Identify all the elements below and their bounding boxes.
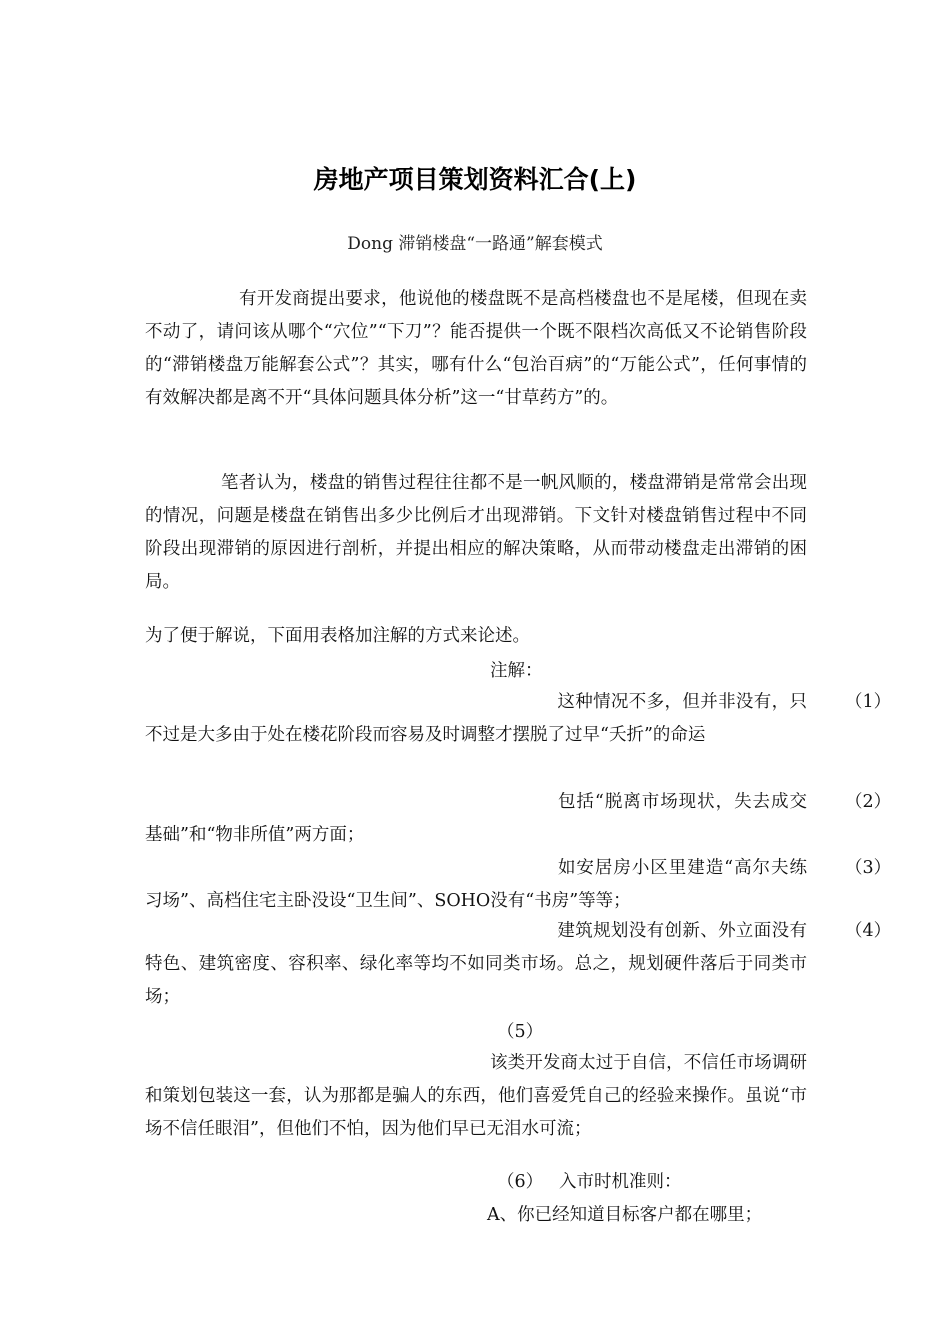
note-text: 包括“脱离市场现状，失去成交基础”和“物非所值”两方面； bbox=[145, 792, 807, 845]
note-number: （5） bbox=[497, 1022, 544, 1042]
paragraph-intro: 有开发商提出要求，他说他的楼盘既不是高档楼盘也不是尾楼，但现在卖不动了，请问该从哪个“穴位”“下刀”？能否提供一个既不限档次高低又不论销售阶段的“滞销楼盘万能解套公式”？其实，哪有什么“包治百病”的“万能公式”，任何事情的有效解决都是离不开“具体问题具体分析”这一“甘草药方”的。 bbox=[145, 289, 807, 408]
note-number: （6） bbox=[497, 1172, 544, 1192]
paragraph-author-view: 笔者认为，楼盘的销售过程往往都不是一帆风顺的，楼盘滞销是常常会出现的情况，问题是楼盘在销售出多少比例后才出现滞销。下文针对楼盘销售过程中不同阶段出现滞销的原因进行剖析，并提出相应的解决策略，从而带动楼盘走出滞销的困局。 bbox=[145, 473, 807, 592]
note-number: （2） bbox=[845, 792, 892, 812]
note-text: 如安居房小区里建造“高尔夫练习场”、高档住宅主卧没设“卫生间”、SOHO没有“书房”等等； bbox=[145, 858, 807, 911]
note-number: （1） bbox=[845, 692, 892, 712]
document-subtitle: Dong 滞销楼盘“一路通”解套模式 bbox=[347, 234, 603, 254]
note-subitem: A、你已经知道目标客户都在哪里； bbox=[487, 1205, 763, 1225]
paragraph-method: 为了便于解说，下面用表格加注解的方式来论述。 bbox=[145, 626, 530, 646]
note-item bbox=[145, 852, 892, 918]
note-text: 入市时机准则： bbox=[559, 1172, 682, 1192]
note-number: （3） bbox=[845, 858, 892, 878]
note-item bbox=[145, 786, 892, 852]
note-text: 该类开发商太过于自信，不信任市场调研和策划包装这一套，认为那都是骗人的东西，他们喜爱凭自己的经验来操作。虽说“市场不信任眼泪”，但他们不怕，因为他们早已无泪水可流； bbox=[145, 1053, 807, 1139]
note-item bbox=[145, 915, 892, 1014]
note-item bbox=[497, 1168, 682, 1193]
note-number: （4） bbox=[845, 921, 892, 941]
note-text: 建筑规划没有创新、外立面没有特色、建筑密度、容积率、绿化率等均不如同类市场。总之，规划硬件落后于同类市场； bbox=[145, 921, 807, 1007]
document-title: 房地产项目策划资料汇合(上) bbox=[313, 165, 637, 194]
note-text: 这种情况不多，但并非没有，只不过是大多由于处在楼花阶段而容易及时调整才摆脱了过早“夭折”的命运 bbox=[145, 692, 807, 745]
notes-heading: 注解： bbox=[490, 661, 543, 681]
note-item bbox=[145, 686, 892, 752]
